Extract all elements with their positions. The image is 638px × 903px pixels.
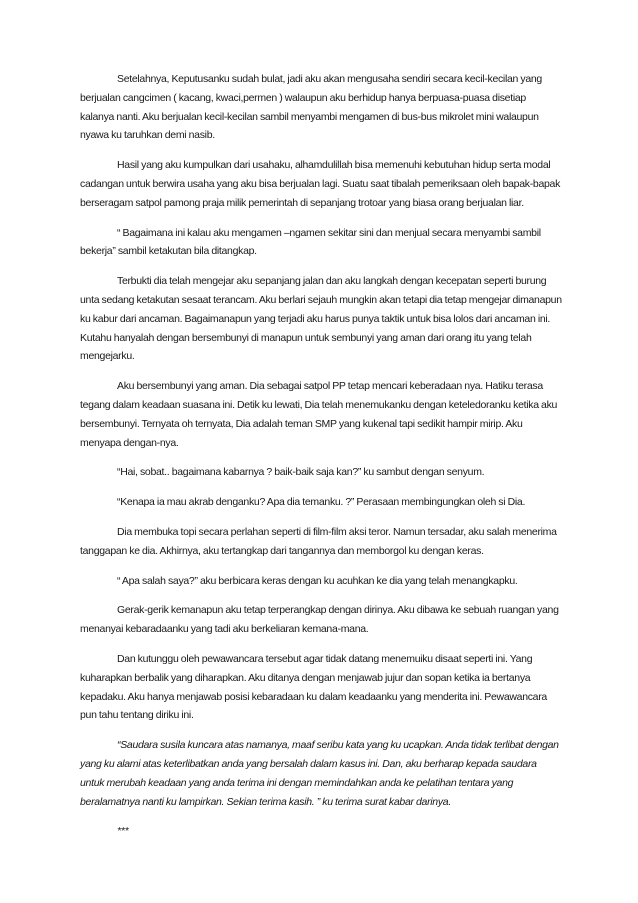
paragraph-4: Terbukti dia telah mengejar aku sepanjang jalan dan aku langkah dengan kecepatan seperti burung unta sedang ketakutan sesaat terancam. Aku berlari sejauh mungkin akan tetapi dia tetap mengejar dimanapun ku kabur dari ancaman. Bagaimanapun yang terjadi aku harus punya taktik untuk bisa lolos dari ancaman ini. Kutahu hanyalah dengan bersembunyi di manapun untuk sembunyi yang aman dari orang itu yang telah mengejarku.	[80, 275, 562, 363]
paragraph-5: Aku bersembunyi yang aman. Dia sebagai satpol PP tetap mencari keberadaan nya. Hatiku terasa tegang dalam keadaan suasana ini. Detik ku lewati, Dia telah menemukanku dengan keteledoranku ketika aku bersembunyi. Ternyata oh ternyata, Dia adalah teman SMP yang kukenal tapi sedikit hampir mirip. Aku menyapa dengan-nya.	[80, 380, 558, 449]
section-separator: ***	[117, 825, 129, 838]
paragraph-2: Hasil yang aku kumpulkan dari usahaku, alhamdulillah bisa memenuhi kebutuhan hidup serta modal cadangan untuk berwira usaha yang aku bisa berjualan lagi. Suatu saat tibalah pemeriksaan oleh bapak-bapak berseragam satpol pamong praja milik pemerintah di sepanjang trotoar yang biasa orang berjualan liar.	[80, 159, 561, 209]
paragraph-10: Gerak-gerik kemanapun aku tetap terperangkap dengan dirinya. Aku dibawa ke sebuah ruangan yang menanyai kebaradaanku yang tadi aku berkeliaran kemana-mana.	[80, 604, 559, 636]
paragraph-9: “ Apa salah saya?” aku berbicara keras dengan ku acuhkan ke dia yang telah menangkapku.	[117, 574, 518, 587]
paragraph-11: Dan kutunggu oleh pewawancara tersebut agar tidak datang menemuiku disaat seperti ini. Yang kuharapkan berbalik yang diharapkan. Aku ditanya dengan menjawab jujur dan sopan ketika ia bertanya kepadaku. Aku hanya menjawab posisi kebaradaan ku dalam keadaanku yang menderita ini. Pewawancara pun tahu tentang diriku ini.	[80, 652, 547, 722]
document-body	[80, 70, 562, 852]
paragraph-3: “ Bagaimana ini kalau aku mengamen –ngamen sekitar sini dan menjual secara menyambi sambil bekerja” sambil ketakutan bila ditangkap.	[80, 226, 541, 258]
italic-letter-paragraph: “Saudara susila kuncara atas namanya, maaf seribu kata yang ku ucapkan. Anda tidak terlibat dengan yang ku alami atas keterlibatkan anda yang bersalah dalam kasus ini. Dan, aku berharap kepada saudara untuk merubah keadaan yang anda terima ini dengan memindahkan anda ke pelatihan tentara yang beralamatnya nanti ku lampirkan. Sekian terima kasih. ” ku terima surat kabar darinya.	[80, 739, 559, 808]
paragraph-6: “Hai, sobat.. bagaimana kabarnya ? baik-baik saja kan?” ku sambut dengan senyum.	[117, 466, 485, 479]
paragraph-1: Setelahnya, Keputusanku sudah bulat, jadi aku akan mengusaha sendiri secara kecil-kecilan yang berjualan cangcimen ( kacang, kwaci,permen ) walaupun aku berhidup hanya berpuasa-puasa disetiap kalanya nanti. Aku berjualan kecil-kecilan sambil menyambi mengamen di bus-bus mikrolet mini walaupun nyawa ku taruhkan demi nasib.	[80, 73, 542, 142]
paragraph-8: Dia membuka topi secara perlahan seperti di film-film aksi teror. Namun tersadar, aku salah menerima tanggapan ke dia. Akhirnya, aku tertangkap dari tangannya dan memborgol ku dengan keras.	[80, 525, 557, 557]
paragraph-7: “Kenapa ia mau akrab denganku? Apa dia temanku. ?” Perasaan membingungkan oleh si Dia.	[117, 496, 526, 509]
